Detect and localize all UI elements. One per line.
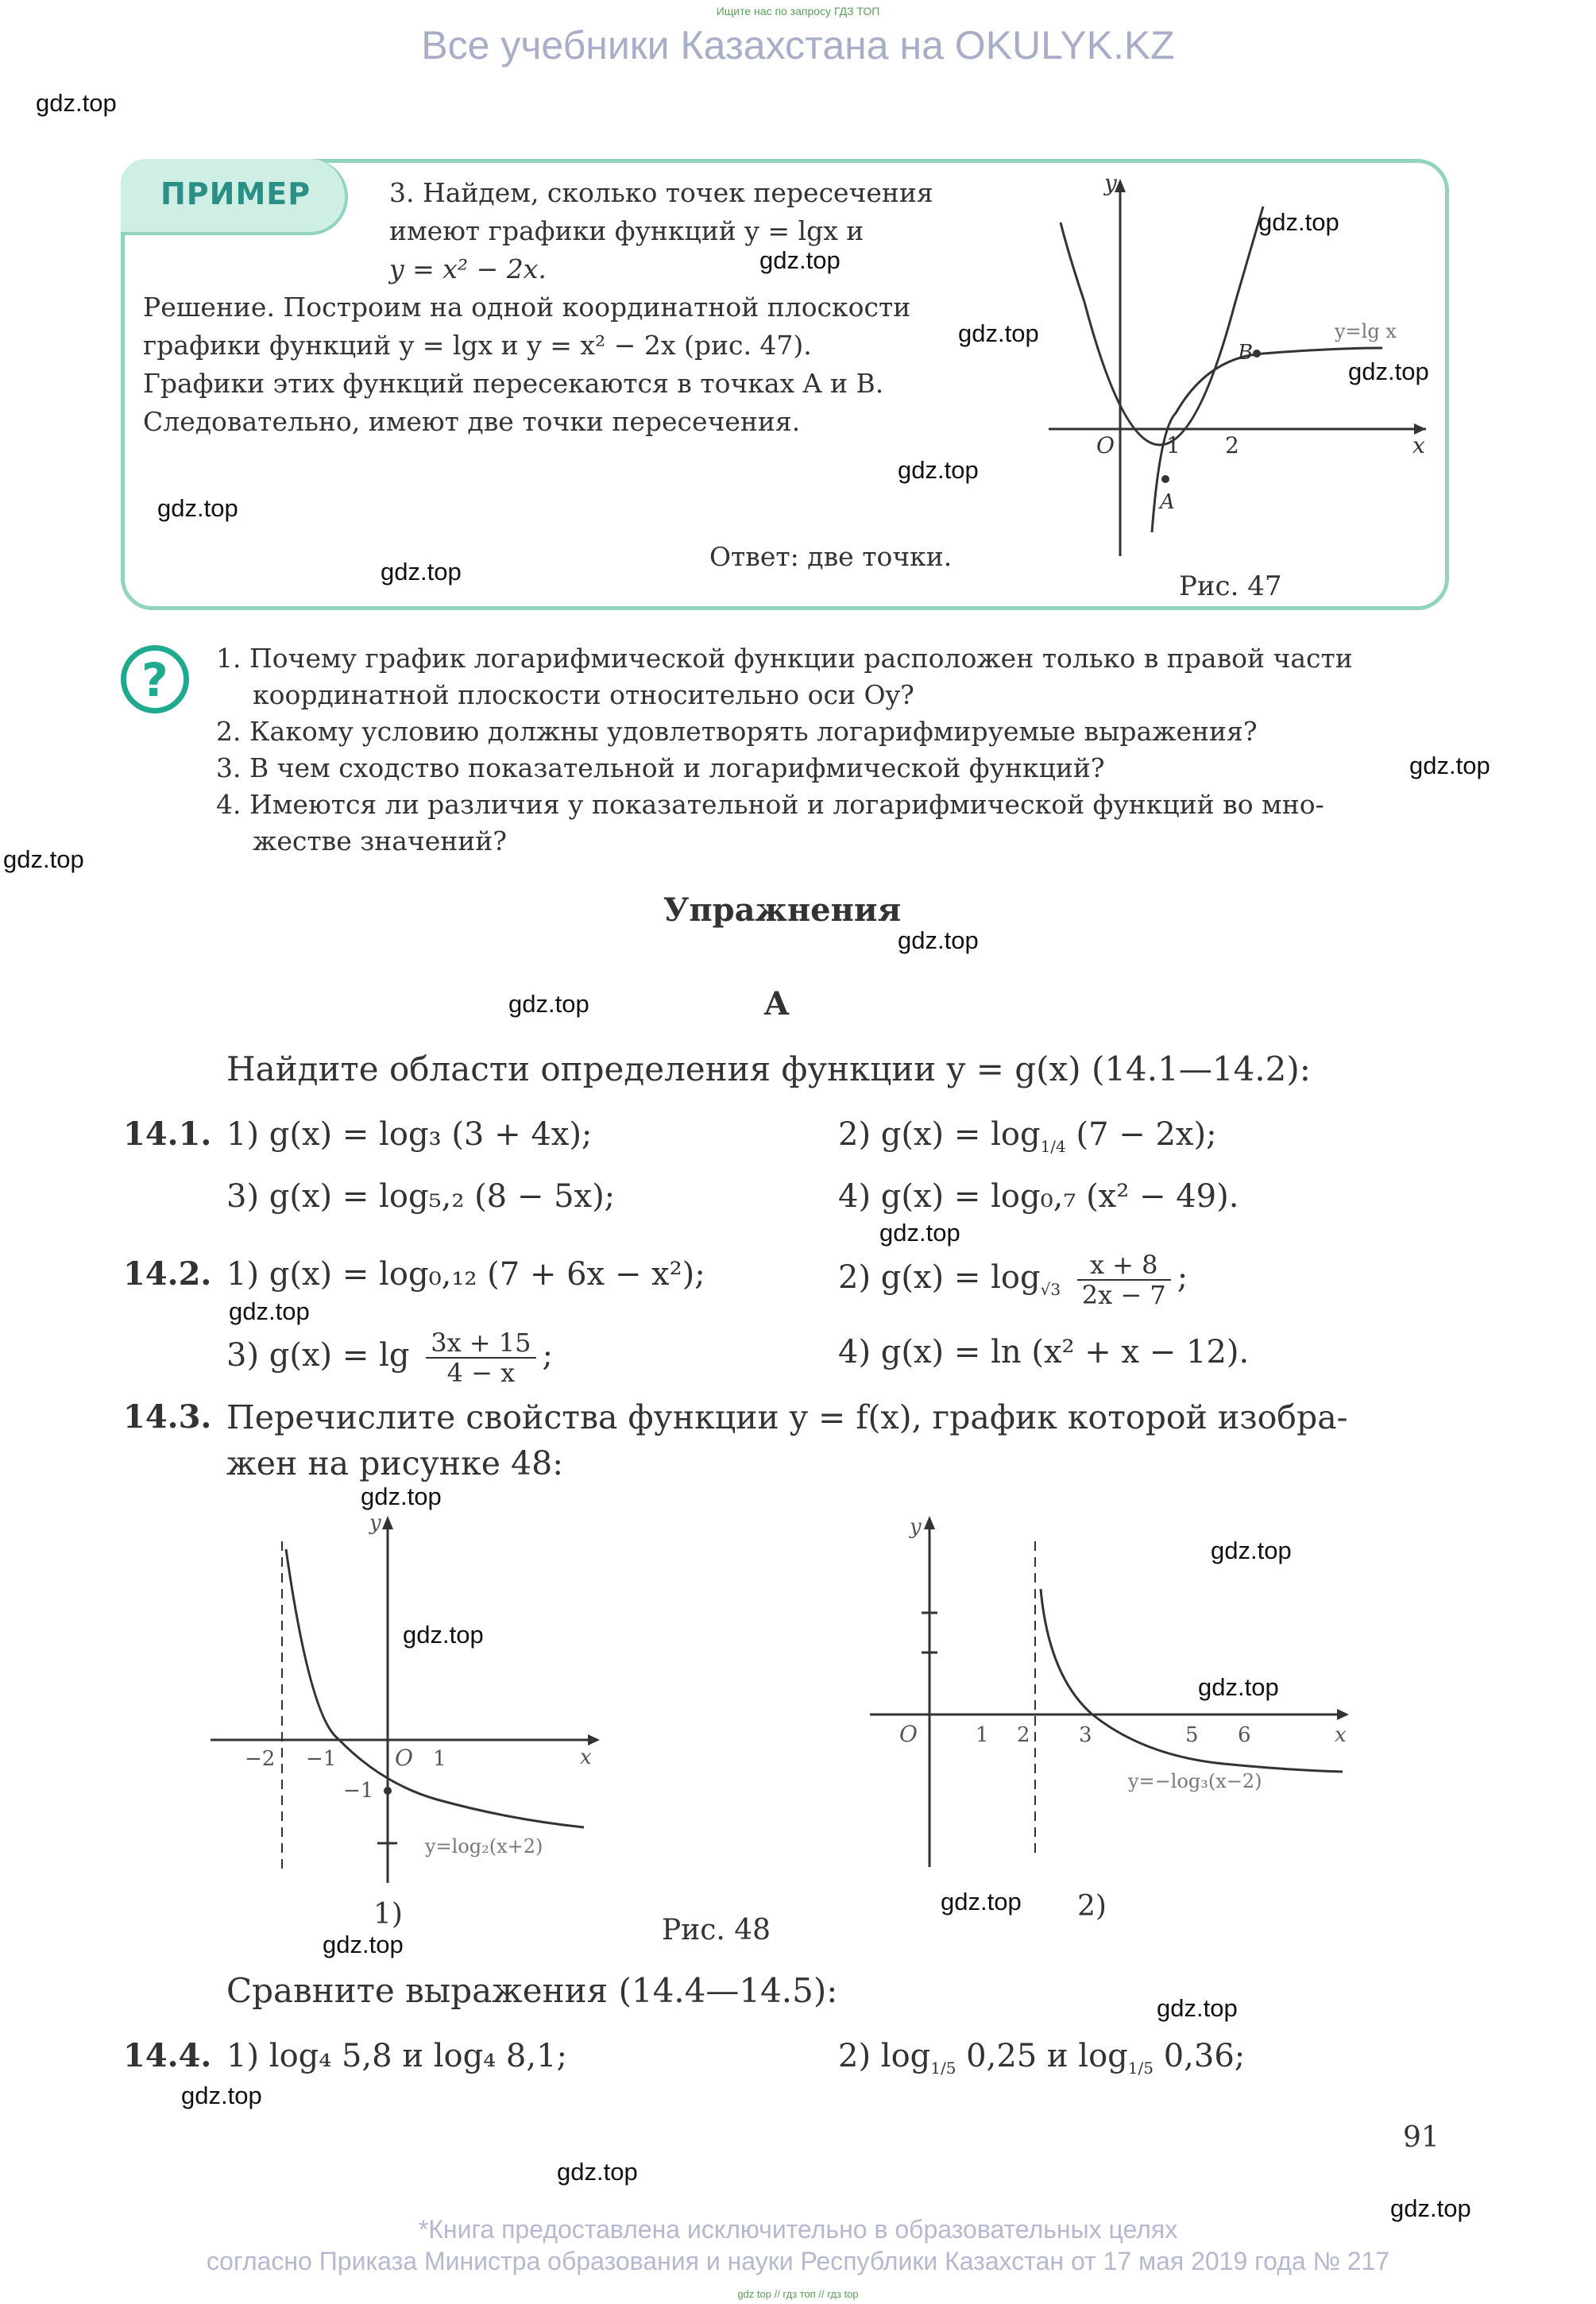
- figure-48-1-label: 1): [373, 1898, 403, 1931]
- watermark: gdz.top: [1348, 358, 1429, 385]
- exercise-number: 14.4.: [123, 2037, 212, 2074]
- level-label: A: [764, 985, 790, 1022]
- exercise-number: 14.3.: [123, 1398, 212, 1436]
- figure-48-graph-1: [207, 1510, 604, 1891]
- footer-line: *Книга предоставлена исключительно в образовательных целях: [418, 2215, 1178, 2244]
- exercise-item: 4) g(x) = log₀,₇ (x² − 49).: [838, 1178, 1239, 1215]
- figure-47-graph: [1049, 175, 1430, 564]
- watermark: gdz.top: [181, 2082, 262, 2109]
- question-item: координатной плоскости относительно оси Oy?: [253, 679, 914, 710]
- label-b: B: [1238, 341, 1254, 365]
- task-heading: Найдите области определения функции y = g(x) (14.1—14.2):: [226, 1050, 1311, 1088]
- tick-1: 1: [1166, 432, 1181, 458]
- watermark: gdz.top: [1409, 752, 1490, 779]
- exercise-item: 2) $g(x) = \log_{1/4} (7 - 2x)$;: [838, 1116, 1217, 1156]
- function-label: y=log₂(x+2): [425, 1835, 543, 1858]
- y-label: y: [369, 1511, 381, 1535]
- tick-2: 2: [1225, 432, 1239, 458]
- origin-label: O: [395, 1745, 413, 1771]
- example-tab: [121, 159, 348, 235]
- exercise-number: 14.1.: [123, 1115, 212, 1153]
- label-a: A: [1160, 490, 1175, 514]
- tick-2: 2: [1017, 1723, 1030, 1747]
- tick-m2: −2: [245, 1747, 276, 1771]
- example-answer: Ответ: две точки.: [709, 541, 953, 572]
- point-a: [1161, 475, 1169, 483]
- watermark: gdz.top: [36, 89, 117, 117]
- question-item: 2. Какому условию должны удовлетворять логарифмируемые выражения?: [216, 716, 1258, 747]
- watermark: gdz.top: [508, 990, 589, 1018]
- exercise-item: 1) g(x) = log₀,₁₂ (7 + 6x − x²);: [226, 1256, 705, 1293]
- origin-label: O: [899, 1721, 918, 1747]
- example-text: графики функций y = lgx и y = x² − 2x (рис. 47).: [143, 330, 812, 361]
- exercise-item: 3) g(x) = log₅,₂ (8 − 5x);: [226, 1178, 616, 1215]
- function-label: y=−log₃(x−2): [1128, 1770, 1262, 1792]
- exercise-item: жен на рисунке 48:: [226, 1444, 564, 1483]
- y-label: y: [910, 1515, 922, 1539]
- exercise-item: Перечислите свойства функции y = f(x), график которой изобра-: [226, 1398, 1348, 1436]
- example-text: Следовательно, имеют две точки пересечения.: [143, 406, 801, 437]
- question-icon: ?: [121, 645, 189, 713]
- exercise-item: 4) g(x) = ln (x² + x − 12).: [838, 1334, 1250, 1370]
- tick-m1: −1: [306, 1747, 337, 1771]
- task-heading: Сравните выражения (14.4—14.5):: [226, 1971, 838, 2010]
- x-label: x: [1335, 1723, 1347, 1747]
- exercise-number: 14.2.: [123, 1255, 212, 1293]
- watermark: gdz.top: [3, 845, 84, 873]
- tick-1: 1: [433, 1747, 446, 1771]
- x-label: x: [580, 1745, 592, 1769]
- example-text: Графики этих функций пересекаются в точках A и B.: [143, 368, 884, 399]
- watermark: gdz.top: [229, 1297, 310, 1325]
- figure-caption: Рис. 47: [1179, 570, 1282, 602]
- question-item: жестве значений?: [253, 825, 507, 856]
- watermark: gdz.top: [1211, 1537, 1292, 1564]
- exercise-item: 2) $\log_{1/5} 0,25$ и $\log_{1/5} 0,36$;: [838, 2038, 1246, 2078]
- exercise-item: 3) g(x) = lg $\frac{3x + 15}{4 - x}$ ;: [226, 1328, 553, 1388]
- site-banner[interactable]: Все учебники Казахстана на OKULYK.KZ: [421, 23, 1175, 68]
- watermark: gdz.top: [759, 246, 841, 274]
- watermark: gdz.top: [941, 1888, 1022, 1915]
- x-label: x: [1412, 432, 1425, 458]
- parabola-curve: [1084, 207, 1263, 445]
- watermark: gdz.top: [381, 558, 462, 586]
- watermark: gdz.top: [1198, 1673, 1279, 1701]
- function-label: y=lg x: [1335, 320, 1397, 342]
- watermark: gdz.top: [898, 926, 979, 954]
- origin-label: O: [1096, 432, 1115, 458]
- watermark: gdz.top: [403, 1621, 484, 1649]
- figure-48-graph-2: [866, 1510, 1358, 1875]
- question-item: 4. Имеются ли различия у показательной и логарифмической функций во мно-: [216, 789, 1324, 820]
- watermark: gdz.top: [1157, 1994, 1238, 2022]
- exercise-item: 2) $g(x) = \log_{√3}$ $\frac{x + 8}{2x - 7}$ ;: [838, 1250, 1188, 1310]
- watermark: gdz.top: [1390, 2194, 1471, 2222]
- watermark: gdz.top: [879, 1219, 960, 1247]
- example-text: y = x² − 2x.: [389, 253, 547, 284]
- tick-3: 3: [1079, 1723, 1092, 1747]
- example-tab-label: ПРИМЕР: [160, 176, 311, 211]
- watermark: gdz.top: [361, 1483, 442, 1510]
- watermark: gdz.top: [898, 456, 979, 484]
- question-item: 1. Почему график логарифмической функции расположен только в правой части: [216, 643, 1353, 674]
- watermark: gdz.top: [958, 319, 1039, 347]
- watermark: gdz.top: [557, 2158, 638, 2186]
- tick-6: 6: [1238, 1723, 1251, 1747]
- footer-line: согласно Приказа Министра образования и науки Республики Казахстан от 17 мая 2019 года № 217: [206, 2247, 1390, 2275]
- exercise-item: 1) log₄ 5,8 и log₄ 8,1;: [226, 2038, 568, 2074]
- watermark: gdz.top: [1258, 208, 1339, 236]
- exercise-item: 1) g(x) = log₃ (3 + 4x);: [226, 1116, 593, 1153]
- figure-48-2-label: 2): [1077, 1890, 1107, 1923]
- figure-48-caption: Рис. 48: [662, 1914, 771, 1946]
- tick-5: 5: [1185, 1723, 1199, 1747]
- tick-1: 1: [976, 1723, 989, 1747]
- page-number: 91: [1403, 2121, 1439, 2154]
- log-curve: [1152, 348, 1382, 532]
- point-b: [1253, 350, 1261, 358]
- log-curve: [286, 1549, 584, 1827]
- y-label: y: [1104, 175, 1117, 196]
- example-text: 3. Найдем, сколько точек пересечения: [389, 177, 933, 208]
- watermark: gdz.top: [323, 1931, 404, 1958]
- watermark: gdz.top: [157, 494, 238, 522]
- tick-y-m1: −1: [343, 1779, 374, 1803]
- exercises-title: Упражнения: [663, 891, 902, 929]
- question-item: 3. В чем сходство показательной и логарифмической функций?: [216, 752, 1105, 783]
- footer-small: gdz top // гдз топ // гдз top: [737, 2288, 859, 2300]
- example-text: имеют графики функций y = lgx и: [389, 215, 864, 246]
- search-hint: Ищите нас по запросу ГДЗ ТОП: [716, 5, 880, 17]
- example-text: Решение. Построим на одной координатной плоскости: [143, 292, 911, 323]
